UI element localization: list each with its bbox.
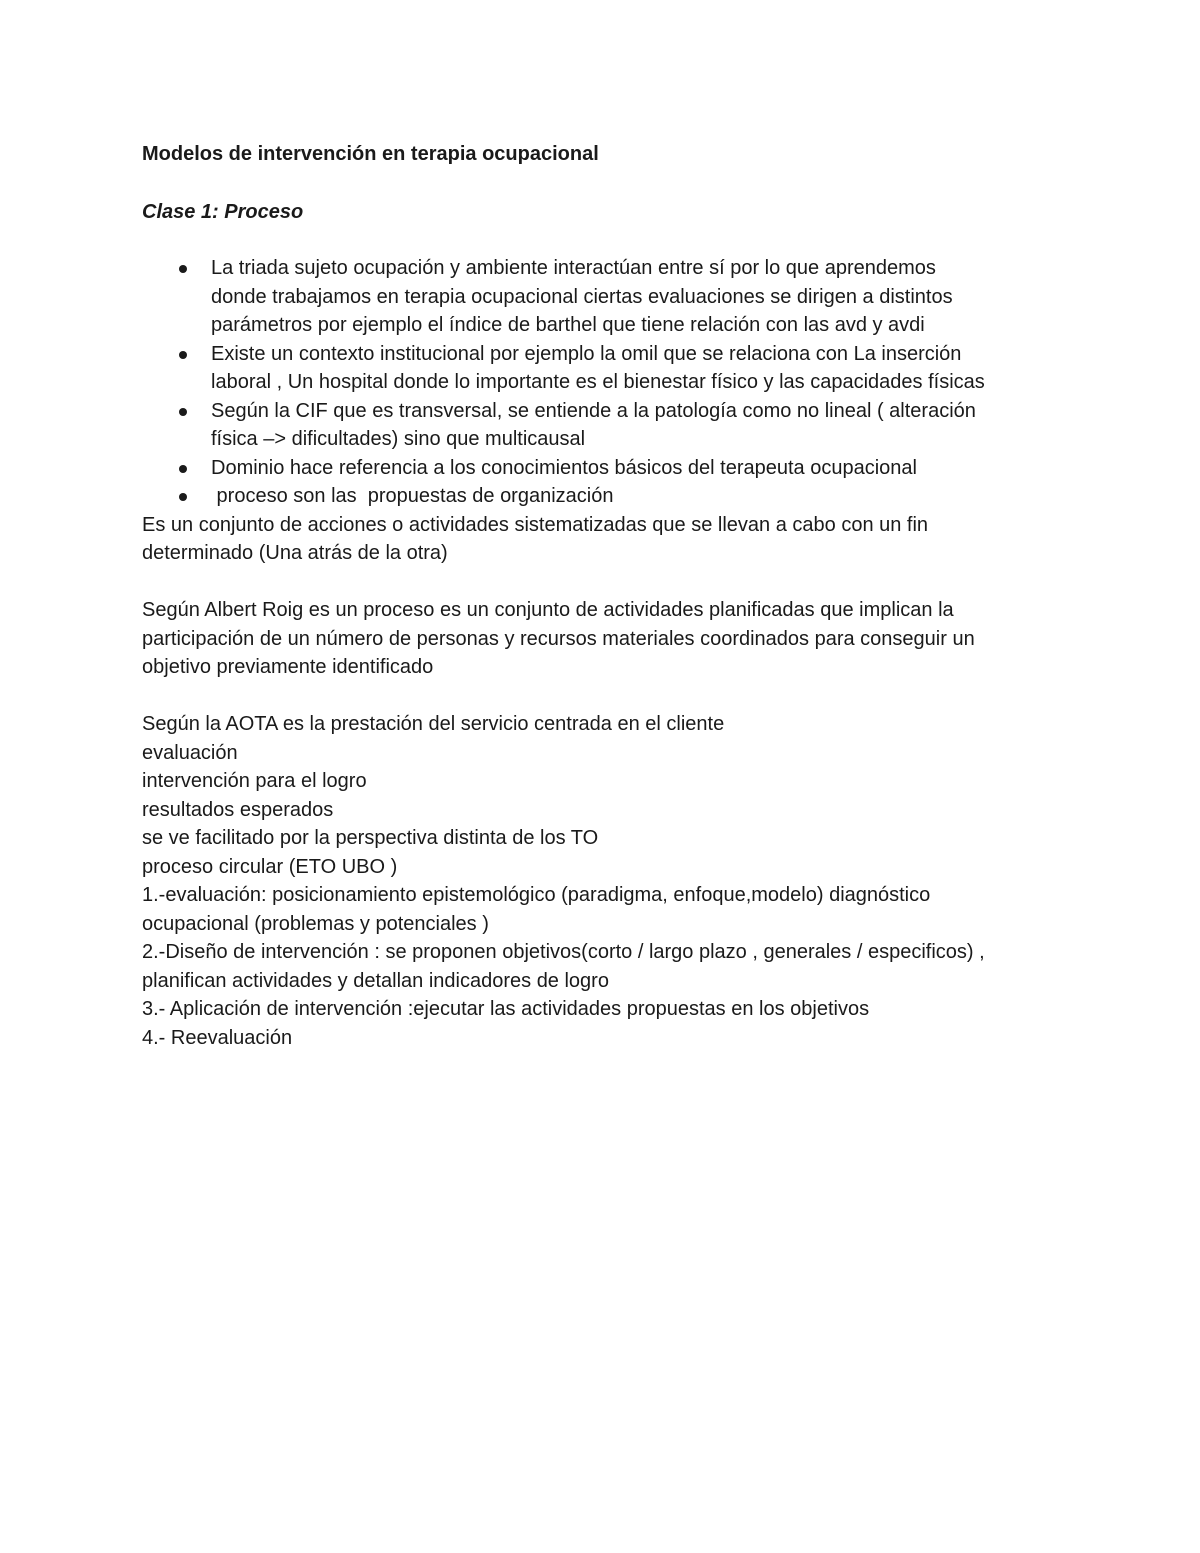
list-item-line: La triada sujeto ocupación y ambiente interactúan entre sí por lo que aprendemos xyxy=(211,257,936,279)
list-item xyxy=(142,340,1072,397)
list-item xyxy=(142,454,1072,483)
paragraph-line: 3.- Aplicación de intervención :ejecutar las actividades propuestas en los objetivos xyxy=(142,998,870,1020)
process-definition-paragraph xyxy=(142,511,1072,568)
paragraph-line: 1.-evaluación: posicionamiento epistemológico (paradigma, enfoque,modelo) diagnóstico xyxy=(142,884,931,906)
list-item-line: laboral , Un hospital donde lo importante es el bienestar físico y las capacidades físicas xyxy=(211,371,985,393)
paragraph-line: ocupacional (problemas y potenciales ) xyxy=(142,912,489,935)
paragraph-line: proceso circular (ETO UBO ) xyxy=(142,855,398,878)
bullet-icon xyxy=(179,465,187,473)
list-item-line: Existe un contexto institucional por ejemplo la omil que se relaciona con La inserción xyxy=(211,342,962,365)
bullet-icon xyxy=(179,493,187,501)
list-item xyxy=(142,482,1072,511)
document-body xyxy=(142,140,1072,1052)
class-heading: Clase 1: Proceso xyxy=(142,200,304,223)
paragraph-line: 4.- Reevaluación xyxy=(142,1026,293,1049)
paragraph-line: planifican actividades y detallan indicadores de logro xyxy=(142,969,609,992)
paragraph-line: determinado (Una atrás de la otra) xyxy=(142,542,448,564)
aota-paragraph xyxy=(142,710,1072,1052)
list-item xyxy=(142,254,1072,340)
list-item-line: Dominio hace referencia a los conocimientos básicos del terapeuta ocupacional xyxy=(211,456,917,479)
list-item-line: proceso son las propuestas de organización xyxy=(211,485,614,507)
paragraph-line: resultados esperados xyxy=(142,798,334,821)
list-item-line: Según la CIF que es transversal, se entiende a la patología como no lineal ( alteración xyxy=(211,399,976,422)
list-item xyxy=(142,397,1072,454)
paragraph-line: Es un conjunto de acciones o actividades sistematizadas que se llevan a cabo con un fin xyxy=(142,513,929,536)
paragraph-line: evaluación xyxy=(142,741,238,764)
bullet-icon xyxy=(179,265,187,273)
paragraph-line: Según Albert Roig es un proceso es un conjunto de actividades planificadas que implican la xyxy=(142,599,954,621)
paragraph-line: objetivo previamente identificado xyxy=(142,656,434,678)
blank-line xyxy=(142,568,1072,597)
list-item-line: donde trabajamos en terapia ocupacional ciertas evaluaciones se dirigen a distintos xyxy=(211,285,953,308)
paragraph-line: intervención para el logro xyxy=(142,770,367,792)
bullet-list xyxy=(142,254,1072,511)
paragraph-line: Según la AOTA es la prestación del servicio centrada en el cliente xyxy=(142,713,725,735)
list-item-line: parámetros por ejemplo el índice de barthel que tiene relación con las avd y avdi xyxy=(211,314,925,336)
bullet-icon xyxy=(179,351,187,359)
paragraph-line: 2.-Diseño de intervención : se proponen objetivos(corto / largo plazo , generales / especificos) , xyxy=(142,941,985,963)
paragraph-line: se ve facilitado por la perspectiva distinta de los TO xyxy=(142,827,599,849)
paragraph-line: participación de un número de personas y recursos materiales coordinados para conseguir un xyxy=(142,627,975,650)
document-title: Modelos de intervención en terapia ocupacional xyxy=(142,143,599,165)
bullet-icon xyxy=(179,408,187,416)
blank-line xyxy=(142,682,1072,711)
albert-roig-paragraph xyxy=(142,596,1072,682)
list-item-line: física –> dificultades) sino que multicausal xyxy=(211,428,586,450)
